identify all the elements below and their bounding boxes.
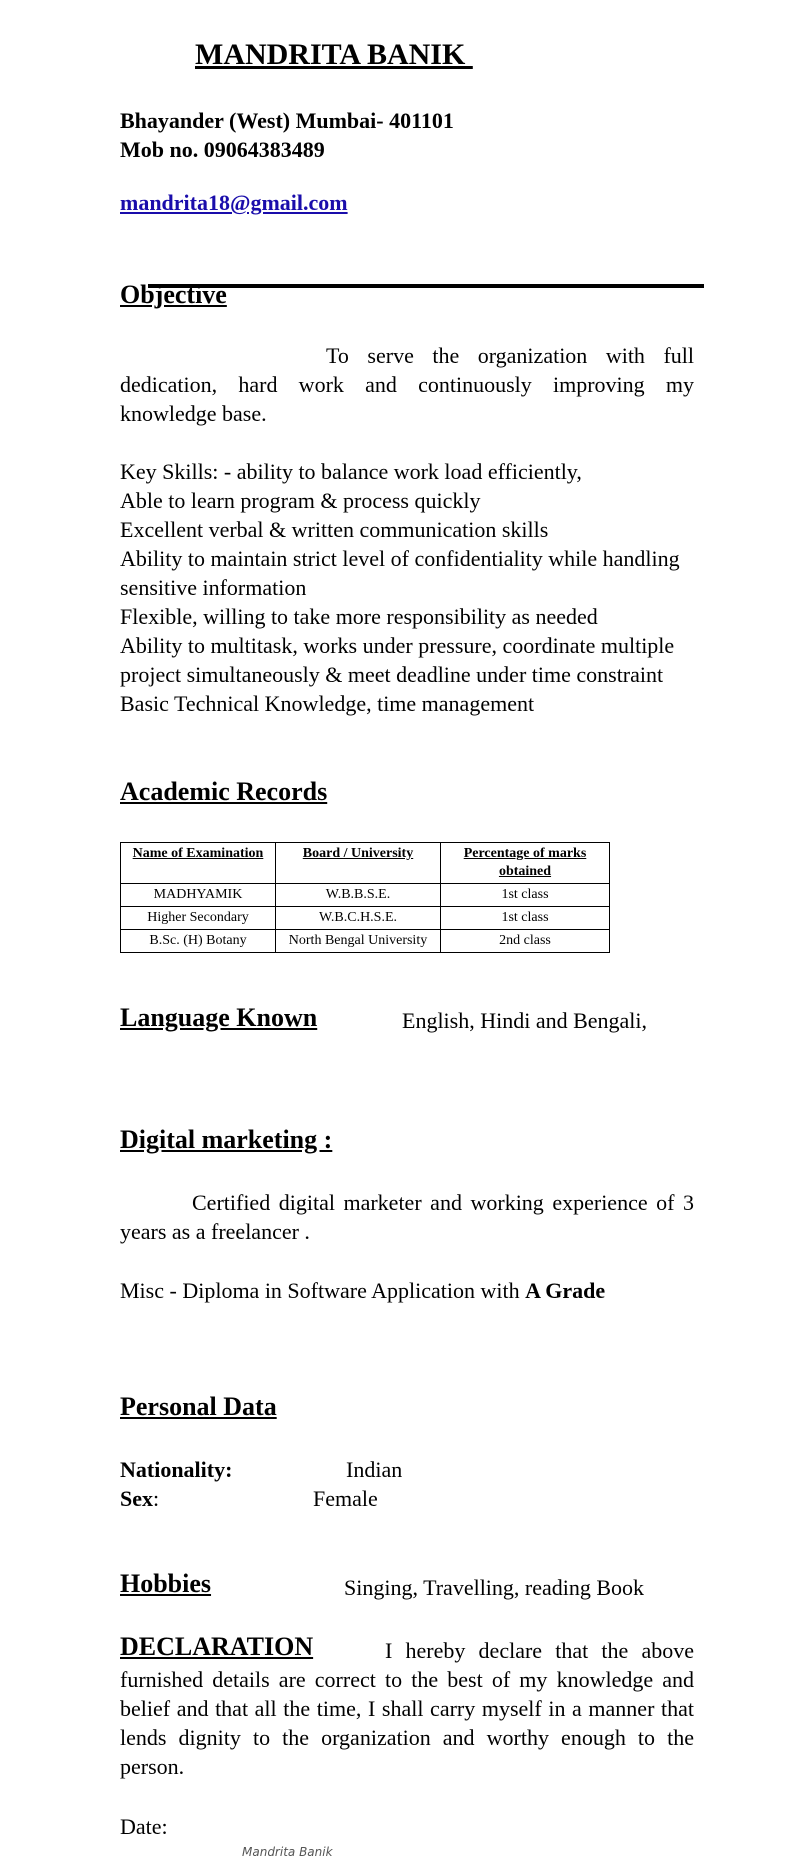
signature: Mandrita Banik: [242, 1845, 333, 1859]
academic-heading: Academic Records: [120, 777, 328, 806]
key-skills-list: [120, 457, 694, 718]
academic-table: [120, 842, 610, 953]
column-header: Board / University: [276, 843, 441, 884]
table-cell: W.B.C.H.S.E.: [276, 907, 441, 930]
table-cell: MADHYAMIK: [121, 884, 276, 907]
table-cell: 1st class: [441, 884, 610, 907]
table-cell: 2nd class: [441, 930, 610, 953]
date-label: Date:: [120, 1814, 168, 1839]
candidate-name: MANDRITA BANIK: [195, 38, 473, 71]
nationality-label: Nationality:: [120, 1457, 233, 1482]
email-link[interactable]: mandrita18@gmail.com: [120, 190, 348, 215]
objective-text: To serve the organization with full dedication, hard work and continuously improving my knowledge base.: [120, 343, 694, 426]
personal-data-heading: Personal Data: [120, 1392, 277, 1421]
key-skill-item: Excellent verbal & written communication skills: [120, 517, 549, 542]
key-skill-item: Flexible, willing to take more responsibility as needed: [120, 604, 598, 629]
table-row: [121, 930, 610, 953]
table-row: [121, 884, 610, 907]
table-cell: North Bengal University: [276, 930, 441, 953]
table-cell: B.Sc. (H) Botany: [121, 930, 276, 953]
mobile-number: Mob no. 09064383489: [120, 137, 325, 162]
hobbies-heading: Hobbies: [120, 1569, 212, 1598]
key-skill-item: Able to learn program & process quickly: [120, 488, 481, 513]
declaration-text: I hereby declare that the above furnished details are correct to the best of my knowledge and belief and that all the time, I shall carry myself in a manner that lends dignity to the organization and worthy enough to the person.: [120, 1638, 694, 1779]
key-skill-item: Basic Technical Knowledge, time management: [120, 691, 535, 716]
section-divider: [148, 284, 704, 288]
nationality-value: Indian: [346, 1457, 403, 1482]
digital-marketing-text: Certified digital marketer and working experience of 3 years as a freelancer .: [120, 1190, 694, 1244]
hobbies-value: Singing, Travelling, reading Book: [344, 1575, 645, 1600]
table-cell: 1st class: [441, 907, 610, 930]
language-value: English, Hindi and Bengali,: [402, 1008, 648, 1033]
table-cell: Higher Secondary: [121, 907, 276, 930]
column-header: Percentage of marks obtained: [441, 843, 610, 884]
contact-block: [120, 106, 454, 164]
key-skill-item: Key Skills: - ability to balance work load efficiently,: [120, 459, 582, 484]
table-row: [121, 907, 610, 930]
table-header-row: [121, 843, 610, 884]
language-heading: Language Known: [120, 1003, 318, 1032]
sex-value: Female: [313, 1486, 378, 1511]
sex-label: Sex: [120, 1486, 153, 1511]
key-skill-item: Ability to maintain strict level of confidentiality while handling sensitive information: [120, 546, 680, 600]
sex-colon: :: [153, 1486, 160, 1511]
sex-row: [120, 1484, 159, 1513]
digital-marketing-heading: Digital marketing :: [120, 1125, 333, 1154]
address: Bhayander (West) Mumbai- 401101: [120, 108, 454, 133]
declaration-heading: DECLARATION: [120, 1632, 314, 1661]
misc-line: [120, 1276, 605, 1305]
misc-text: Misc - Diploma in Software Application with: [120, 1278, 526, 1303]
misc-grade: A Grade: [525, 1278, 606, 1303]
table-cell: W.B.B.S.E.: [276, 884, 441, 907]
key-skill-item: Ability to multitask, works under pressure, coordinate multiple project simultaneously & meet deadline under time constraint: [120, 633, 675, 687]
objective-heading: Objective: [120, 280, 227, 309]
column-header: Name of Examination: [121, 843, 276, 884]
